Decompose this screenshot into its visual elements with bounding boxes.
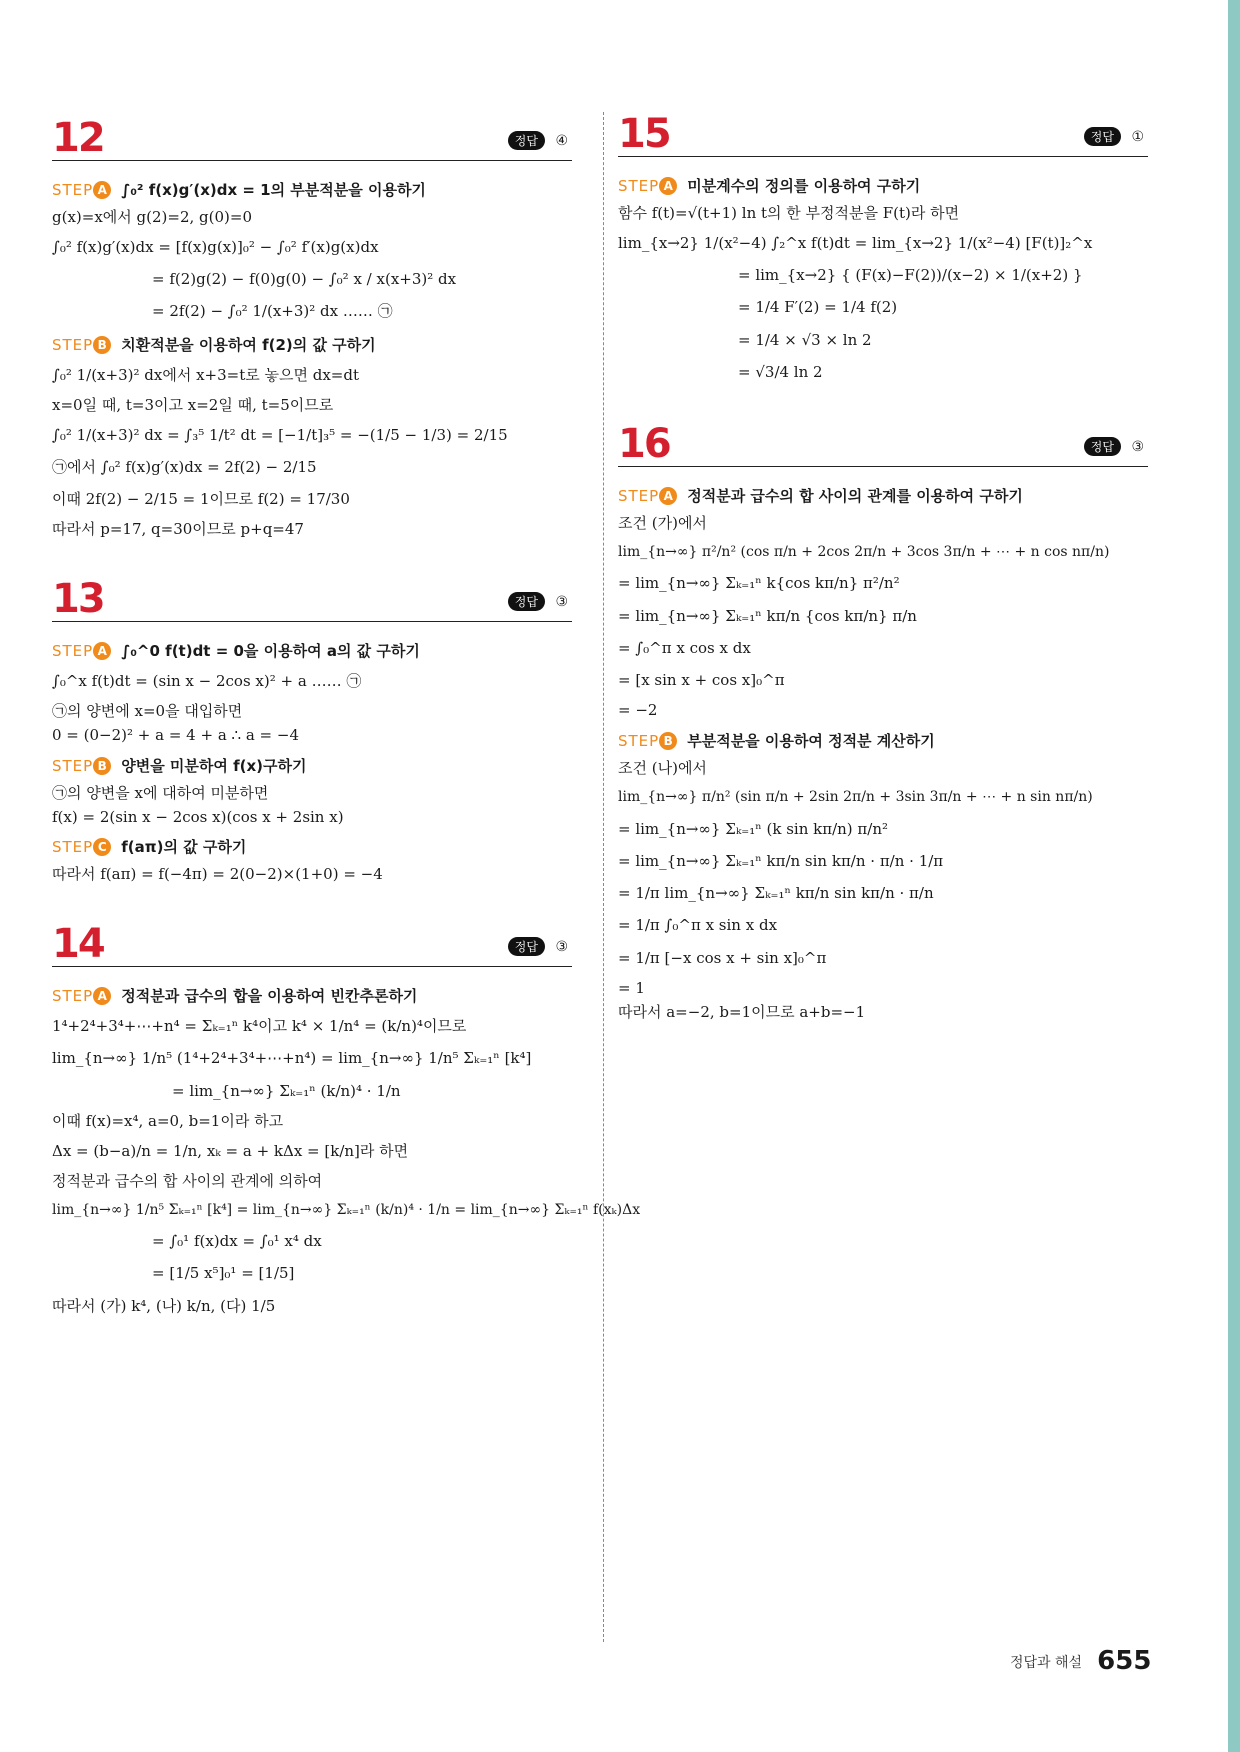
solution-line: = 1/4 × √3 × ln 2 [738, 330, 872, 349]
solution-line: 0 = (0−2)² + a = 4 + a ∴ a = −4 [52, 726, 300, 744]
footer-label: 정답과 해설 [1010, 1655, 1083, 1671]
solution-line: ∫₀² 1/(x+3)² dx = ∫₃⁵ 1/t² dt = [−1/t]₃⁵ = −(1/5 − 1/3) = 2/15 [52, 425, 508, 444]
problem-15 [618, 108, 1148, 384]
column-divider [603, 112, 604, 1642]
page-number: 655 [1097, 1646, 1152, 1676]
solution-line: = √3/4 ln 2 [738, 362, 823, 381]
solution-line: 이때 2f(2) − 2/15 = 1이므로 f(2) = 17/30 [52, 490, 350, 508]
solution-line: 조건 (가)에서 [618, 514, 707, 532]
solution-line: = 2f(2) − ∫₀² 1/(x+3)² dx …… ㉠ [152, 302, 393, 321]
step-label: STEP [618, 487, 660, 505]
solution-line: = [x sin x + cos x]₀^π [618, 671, 785, 690]
step-letter: C [93, 838, 111, 856]
solution-line: 따라서 f(aπ) = f(−4π) = 2(0−2)×(1+0) = −4 [52, 865, 383, 884]
step-a-heading [52, 179, 572, 200]
problem-header [618, 108, 1148, 157]
answer-badge: 정답 [508, 937, 545, 956]
step-title: 정적분과 급수의 합 사이의 관계를 이용하여 구하기 [687, 487, 1023, 505]
solution-line: = lim_{x→2} { (F(x)−F(2))/(x−2) × 1/(x+2) } [738, 266, 1083, 284]
answer-badge: 정답 [1084, 437, 1121, 456]
answer-tag [1084, 127, 1144, 146]
solution-line: = ∫₀^π x cos x dx [618, 638, 751, 657]
step-letter: B [93, 336, 111, 354]
solution-line: = lim_{n→∞} Σₖ₌₁ⁿ k{cos kπ/n} π²/n² [618, 574, 900, 593]
solution-line: ㉠의 양변을 x에 대하여 미분하면 [52, 783, 269, 802]
solution-line: lim_{x→2} 1/(x²−4) ∫₂^x f(t)dt = lim_{x→2} 1/(x²−4) [F(t)]₂^x [618, 233, 1093, 252]
step-letter: B [659, 732, 677, 750]
solution-line: = 1/π [−x cos x + sin x]₀^π [618, 948, 827, 967]
step-a-heading [52, 640, 572, 661]
step-label: STEP [52, 642, 94, 660]
answer-value: ① [1131, 129, 1144, 145]
left-column [52, 112, 641, 1352]
solution-line: = lim_{n→∞} Σₖ₌₁ⁿ (k/n)⁴ · 1/n [172, 1081, 401, 1100]
step-label: STEP [52, 987, 94, 1005]
step-title: 부분적분을 이용하여 정적분 계산하기 [687, 732, 935, 751]
answer-tag [508, 937, 568, 956]
problem-header [52, 112, 572, 161]
step-title: f(aπ)의 값 구하기 [121, 838, 247, 857]
solution-line: = [1/5 x⁵]₀¹ = [1/5] [152, 1264, 295, 1283]
solution-line: = 1/4 F′(2) = 1/4 f(2) [738, 298, 898, 317]
problem-12 [52, 112, 572, 539]
step-letter: A [659, 487, 677, 505]
step-label: STEP [52, 335, 94, 354]
problem-number: 16 [618, 421, 670, 467]
answer-badge: 정답 [508, 592, 545, 611]
step-letter: A [93, 642, 111, 660]
solution-line: = lim_{n→∞} Σₖ₌₁ⁿ kπ/n {cos kπ/n} π/n [618, 606, 917, 625]
step-c-heading [52, 836, 572, 857]
solution-line: = lim_{n→∞} Σₖ₌₁ⁿ (k sin kπ/n) π/n² [618, 819, 888, 838]
problem-number: 13 [52, 576, 104, 622]
right-column [618, 108, 1148, 1055]
problem-number: 15 [618, 111, 670, 157]
problem-16 [618, 418, 1148, 1021]
problem-13 [52, 573, 572, 884]
step-title: 양변을 미분하여 f(x)구하기 [121, 756, 307, 775]
solution-line: = 1/π lim_{n→∞} Σₖ₌₁ⁿ kπ/n sin kπ/n · π/n [618, 884, 934, 903]
step-letter: B [93, 757, 111, 775]
problem-header [618, 418, 1148, 467]
step-label: STEP [52, 756, 94, 775]
solution-line: Δx = (b−a)/n = 1/n, xₖ = a + kΔx = [k/n]라 하면 [52, 1141, 409, 1160]
answer-badge: 정답 [508, 131, 545, 150]
solution-line: = 1/π ∫₀^π x sin x dx [618, 916, 778, 935]
solution-line: 따라서 p=17, q=30이므로 p+q=47 [52, 520, 304, 539]
solution-line: ㉠에서 ∫₀² f(x)g′(x)dx = 2f(2) − 2/15 [52, 457, 317, 476]
solution-line: ∫₀² 1/(x+3)² dx에서 x+3=t로 놓으면 dx=dt [52, 365, 359, 384]
step-a-heading [618, 175, 1148, 196]
step-b-heading [52, 755, 572, 776]
step-label: STEP [618, 732, 660, 751]
solution-line: lim_{n→∞} π²/n² (cos π/n + 2cos 2π/n + 3cos 3π/n + ⋯ + n cos nπ/n) [618, 543, 1110, 560]
solution-line: lim_{n→∞} 1/n⁵ Σₖ₌₁ⁿ [k⁴] = lim_{n→∞} Σₖ₌₁ⁿ (k/n)⁴ · 1/n = lim_{n→∞} Σₖ₌₁ⁿ f(xₖ)Δx [52, 1201, 641, 1218]
problem-14 [52, 918, 641, 1318]
solution-line: x=0일 때, t=3이고 x=2일 때, t=5이므로 [52, 395, 334, 414]
answer-tag [1084, 437, 1144, 456]
solution-line: 1⁴+2⁴+3⁴+⋯+n⁴ = Σₖ₌₁ⁿ k⁴이고 k⁴ × 1/n⁴ = (k/n)⁴이므로 [52, 1017, 467, 1035]
step-label: STEP [52, 838, 94, 857]
step-letter: A [659, 177, 677, 195]
solution-line: 이때 f(x)=x⁴, a=0, b=1이라 하고 [52, 1111, 284, 1130]
step-label: STEP [618, 177, 660, 195]
problem-header [52, 918, 572, 967]
solution-line: 따라서 a=−2, b=1이므로 a+b=−1 [618, 1002, 866, 1021]
solution-line: = 1 [618, 978, 645, 997]
solution-line: = f(2)g(2) − f(0)g(0) − ∫₀² x / x(x+3)² dx [152, 270, 457, 288]
problem-number: 14 [52, 921, 104, 967]
answer-badge: 정답 [1084, 127, 1121, 146]
page-footer [1010, 1646, 1151, 1676]
answer-value: ③ [555, 594, 568, 610]
solution-line: ∫₀^x f(t)dt = (sin x − 2cos x)² + a …… ㉠ [52, 672, 362, 690]
step-label: STEP [52, 181, 94, 199]
step-title: ∫₀^0 f(t)dt = 0을 이용하여 a의 값 구하기 [121, 642, 420, 660]
step-title: ∫₀² f(x)g′(x)dx = 1의 부분적분을 이용하기 [121, 181, 426, 199]
answer-value: ③ [1131, 439, 1144, 455]
solution-line: = lim_{n→∞} Σₖ₌₁ⁿ kπ/n sin kπ/n · π/n · 1/π [618, 851, 944, 870]
solution-line: 조건 (나)에서 [618, 759, 707, 778]
step-letter: A [93, 181, 111, 199]
solution-line: 함수 f(t)=√(t+1) ln t의 한 부정적분을 F(t)라 하면 [618, 204, 960, 222]
step-title: 정적분과 급수의 합을 이용하여 빈칸추론하기 [121, 987, 418, 1005]
answer-value: ④ [555, 133, 568, 149]
problem-number: 12 [52, 115, 104, 161]
solution-line: ∫₀² f(x)g′(x)dx = [f(x)g(x)]₀² − ∫₀² f′(x)g(x)dx [52, 237, 379, 256]
solution-line: lim_{n→∞} 1/n⁵ (1⁴+2⁴+3⁴+⋯+n⁴) = lim_{n→∞} 1/n⁵ Σₖ₌₁ⁿ [k⁴] [52, 1049, 532, 1068]
step-title: 미분계수의 정의를 이용하여 구하기 [687, 177, 921, 195]
solution-line: 정적분과 급수의 합 사이의 관계에 의하여 [52, 1171, 323, 1190]
step-a-heading [52, 985, 572, 1006]
solution-line: 따라서 (가) k⁴, (나) k/n, (다) 1/5 [52, 1296, 276, 1315]
step-title: 치환적분을 이용하여 f(2)의 값 구하기 [121, 335, 376, 354]
solution-line: f(x) = 2(sin x − 2cos x)(cos x + 2sin x) [52, 807, 344, 826]
solution-line: = −2 [618, 701, 658, 720]
answer-tag [508, 592, 568, 611]
answer-value: ③ [555, 939, 568, 955]
solution-line: = ∫₀¹ f(x)dx = ∫₀¹ x⁴ dx [152, 1232, 322, 1251]
solution-line: ㉠의 양변에 x=0을 대입하면 [52, 702, 243, 721]
page-edge-tab [1228, 0, 1240, 1752]
solution-line: lim_{n→∞} π/n² (sin π/n + 2sin 2π/n + 3sin 3π/n + ⋯ + n sin nπ/n) [618, 788, 1093, 805]
problem-header [52, 573, 572, 622]
solution-line: g(x)=x에서 g(2)=2, g(0)=0 [52, 208, 253, 226]
step-a-heading [618, 485, 1148, 506]
step-letter: A [93, 987, 111, 1005]
step-b-heading [618, 730, 1148, 751]
answer-tag [508, 131, 568, 150]
step-b-heading [52, 334, 572, 355]
